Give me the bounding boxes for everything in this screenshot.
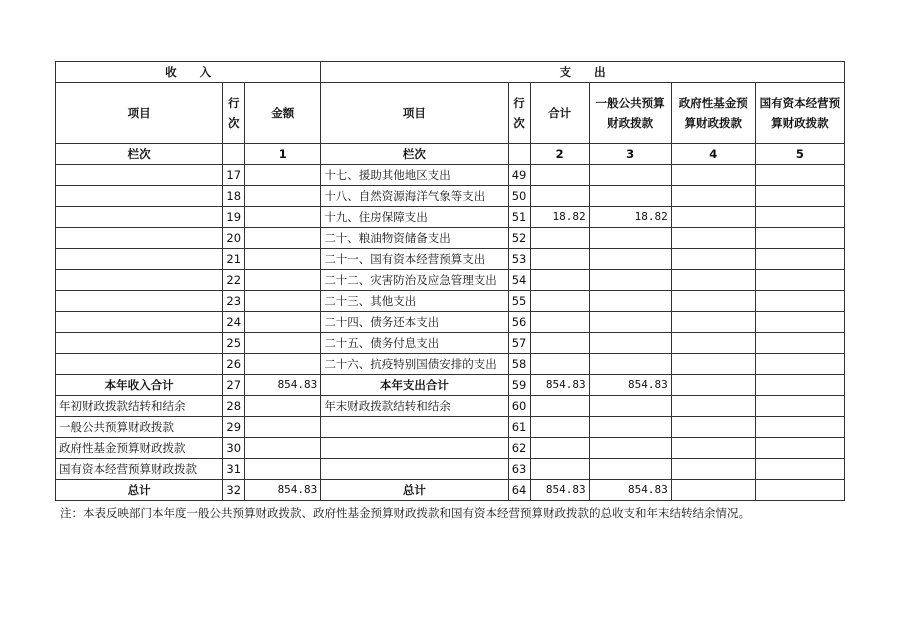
total-cell — [530, 228, 589, 249]
income-amount-cell: 854.83 — [245, 375, 321, 396]
income-amount-cell — [245, 417, 321, 438]
total-cell — [530, 312, 589, 333]
fund-budget-cell — [671, 333, 755, 354]
column-index-4: 4 — [671, 144, 755, 165]
general-budget-cell — [589, 270, 671, 291]
total-cell: 18.82 — [530, 207, 589, 228]
income-item-header: 项目 — [56, 83, 223, 144]
income-amount-cell — [245, 459, 321, 480]
capital-budget-cell — [755, 459, 844, 480]
general-budget-header: 一般公共预算财政拨款 — [589, 83, 671, 144]
income-item-cell — [56, 249, 223, 270]
table-row — [56, 333, 845, 354]
table-row — [56, 417, 845, 438]
fund-budget-cell — [671, 417, 755, 438]
capital-budget-cell — [755, 417, 844, 438]
income-line-cell: 26 — [223, 354, 245, 375]
expense-item-cell: 十九、住房保障支出 — [321, 207, 508, 228]
expense-line-header: 行次 — [508, 83, 530, 144]
general-budget-cell — [589, 312, 671, 333]
total-cell — [530, 396, 589, 417]
income-line-cell: 24 — [223, 312, 245, 333]
capital-budget-cell — [755, 396, 844, 417]
table-row — [56, 228, 845, 249]
total-cell — [530, 459, 589, 480]
expense-item-cell — [321, 438, 508, 459]
expense-item-cell: 十八、自然资源海洋气象等支出 — [321, 186, 508, 207]
general-budget-cell — [589, 291, 671, 312]
income-item-cell: 年初财政拨款结转和结余 — [56, 396, 223, 417]
expense-item-cell — [321, 459, 508, 480]
income-line-cell: 21 — [223, 249, 245, 270]
column-index-1: 1 — [245, 144, 321, 165]
column-index-blank — [223, 144, 245, 165]
fund-budget-cell — [671, 165, 755, 186]
expense-line-cell: 55 — [508, 291, 530, 312]
fund-budget-cell — [671, 375, 755, 396]
general-budget-cell — [589, 333, 671, 354]
income-item-cell — [56, 228, 223, 249]
expense-line-cell: 59 — [508, 375, 530, 396]
income-item-cell — [56, 333, 223, 354]
expense-line-cell: 58 — [508, 354, 530, 375]
income-amount-cell — [245, 354, 321, 375]
table-row — [56, 312, 845, 333]
general-budget-cell — [589, 396, 671, 417]
income-item-cell — [56, 354, 223, 375]
expense-item-cell: 二十四、债务还本支出 — [321, 312, 508, 333]
income-item-cell — [56, 291, 223, 312]
general-budget-cell: 854.83 — [589, 375, 671, 396]
income-item-cell — [56, 207, 223, 228]
income-item-cell — [56, 165, 223, 186]
income-amount-header: 金额 — [245, 83, 321, 144]
expense-item-cell: 二十三、其他支出 — [321, 291, 508, 312]
fund-budget-cell — [671, 312, 755, 333]
capital-budget-cell — [755, 312, 844, 333]
expense-item-cell — [321, 417, 508, 438]
expense-line-cell: 50 — [508, 186, 530, 207]
expense-line-cell: 54 — [508, 270, 530, 291]
capital-budget-cell — [755, 207, 844, 228]
income-item-cell: 政府性基金预算财政拨款 — [56, 438, 223, 459]
fund-budget-header: 政府性基金预算财政拨款 — [671, 83, 755, 144]
total-cell: 854.83 — [530, 375, 589, 396]
expense-line-cell: 52 — [508, 228, 530, 249]
capital-budget-cell — [755, 186, 844, 207]
expense-line-cell: 63 — [508, 459, 530, 480]
capital-budget-cell — [755, 291, 844, 312]
column-index-2: 2 — [530, 144, 589, 165]
income-line-cell: 18 — [223, 186, 245, 207]
income-item-cell: 总计 — [56, 480, 223, 501]
general-budget-cell — [589, 459, 671, 480]
total-cell: 854.83 — [530, 480, 589, 501]
income-amount-cell — [245, 312, 321, 333]
expense-line-cell: 62 — [508, 438, 530, 459]
capital-budget-cell — [755, 375, 844, 396]
column-index-5: 5 — [755, 144, 844, 165]
expense-item-cell: 十七、援助其他地区支出 — [321, 165, 508, 186]
fund-budget-cell — [671, 249, 755, 270]
capital-budget-cell — [755, 165, 844, 186]
general-budget-cell: 854.83 — [589, 480, 671, 501]
expense-line-cell: 49 — [508, 165, 530, 186]
income-item-cell: 一般公共预算财政拨款 — [56, 417, 223, 438]
expense-line-cell: 57 — [508, 333, 530, 354]
income-item-cell — [56, 312, 223, 333]
income-amount-cell — [245, 438, 321, 459]
general-budget-cell — [589, 249, 671, 270]
capital-budget-cell — [755, 270, 844, 291]
income-section-header: 收 入 — [56, 62, 321, 83]
expense-item-cell: 本年支出合计 — [321, 375, 508, 396]
column-index-label-2: 栏次 — [321, 144, 508, 165]
income-line-cell: 30 — [223, 438, 245, 459]
fund-budget-cell — [671, 291, 755, 312]
grand-total-row — [56, 480, 845, 501]
general-budget-cell: 18.82 — [589, 207, 671, 228]
income-amount-cell — [245, 228, 321, 249]
total-cell — [530, 249, 589, 270]
total-cell — [530, 438, 589, 459]
total-cell — [530, 270, 589, 291]
income-amount-cell — [245, 249, 321, 270]
table-row — [56, 249, 845, 270]
capital-budget-cell — [755, 228, 844, 249]
capital-budget-cell — [755, 249, 844, 270]
table-row — [56, 270, 845, 291]
expense-section-header: 支 出 — [321, 62, 845, 83]
column-index-3: 3 — [589, 144, 671, 165]
capital-budget-cell — [755, 480, 844, 501]
fund-budget-cell — [671, 459, 755, 480]
expense-item-cell: 二十六、抗疫特别国债安排的支出 — [321, 354, 508, 375]
income-line-cell: 29 — [223, 417, 245, 438]
total-header: 合计 — [530, 83, 589, 144]
income-amount-cell — [245, 270, 321, 291]
column-index-row — [56, 144, 845, 165]
income-amount-cell — [245, 186, 321, 207]
section-header-row — [56, 62, 845, 83]
income-line-cell: 32 — [223, 480, 245, 501]
fund-budget-cell — [671, 354, 755, 375]
general-budget-cell — [589, 228, 671, 249]
income-line-cell: 23 — [223, 291, 245, 312]
income-line-cell: 27 — [223, 375, 245, 396]
expense-line-cell: 51 — [508, 207, 530, 228]
table-footnote: 注：本表反映部门本年度一般公共预算财政拨款、政府性基金预算财政拨款和国有资本经营预算财政拨款的总收支和年末结转结余情况。 — [60, 506, 750, 520]
expense-item-cell: 二十一、国有资本经营预算支出 — [321, 249, 508, 270]
capital-budget-cell — [755, 333, 844, 354]
capital-budget-header: 国有资本经营预算财政拨款 — [755, 83, 844, 144]
general-budget-cell — [589, 354, 671, 375]
total-cell — [530, 165, 589, 186]
table-row — [56, 459, 845, 480]
general-budget-cell — [589, 438, 671, 459]
expense-line-cell: 61 — [508, 417, 530, 438]
table-row — [56, 396, 845, 417]
income-line-cell: 28 — [223, 396, 245, 417]
table-row — [56, 165, 845, 186]
income-amount-cell — [245, 396, 321, 417]
income-amount-cell — [245, 333, 321, 354]
income-amount-cell — [245, 207, 321, 228]
capital-budget-cell — [755, 354, 844, 375]
income-line-cell: 22 — [223, 270, 245, 291]
table-row — [56, 186, 845, 207]
total-cell — [530, 417, 589, 438]
table-row — [56, 354, 845, 375]
expense-item-cell: 二十、粮油物资储备支出 — [321, 228, 508, 249]
fiscal-allocation-table — [55, 61, 845, 501]
fund-budget-cell — [671, 396, 755, 417]
fund-budget-cell — [671, 207, 755, 228]
income-amount-cell: 854.83 — [245, 480, 321, 501]
fund-budget-cell — [671, 438, 755, 459]
general-budget-cell — [589, 165, 671, 186]
income-item-cell: 本年收入合计 — [56, 375, 223, 396]
income-item-cell — [56, 186, 223, 207]
general-budget-cell — [589, 417, 671, 438]
table-row — [56, 207, 845, 228]
general-budget-cell — [589, 186, 671, 207]
income-line-cell: 17 — [223, 165, 245, 186]
column-index-blank-2 — [508, 144, 530, 165]
expense-item-cell: 二十五、债务付息支出 — [321, 333, 508, 354]
capital-budget-cell — [755, 438, 844, 459]
income-line-cell: 19 — [223, 207, 245, 228]
fund-budget-cell — [671, 186, 755, 207]
income-line-cell: 25 — [223, 333, 245, 354]
fund-budget-cell — [671, 270, 755, 291]
total-cell — [530, 354, 589, 375]
total-cell — [530, 186, 589, 207]
income-item-cell — [56, 270, 223, 291]
total-cell — [530, 333, 589, 354]
expense-line-cell: 53 — [508, 249, 530, 270]
expense-item-header: 项目 — [321, 83, 508, 144]
income-line-header: 行次 — [223, 83, 245, 144]
expense-line-cell: 60 — [508, 396, 530, 417]
expense-item-cell: 年末财政拨款结转和结余 — [321, 396, 508, 417]
year-total-row — [56, 375, 845, 396]
income-line-cell: 31 — [223, 459, 245, 480]
expense-item-cell: 总计 — [321, 480, 508, 501]
column-header-row — [56, 83, 845, 144]
table-row — [56, 291, 845, 312]
income-line-cell: 20 — [223, 228, 245, 249]
expense-item-cell: 二十二、灾害防治及应急管理支出 — [321, 270, 508, 291]
expense-line-cell: 64 — [508, 480, 530, 501]
table-row — [56, 438, 845, 459]
expense-line-cell: 56 — [508, 312, 530, 333]
column-index-label: 栏次 — [56, 144, 223, 165]
income-item-cell: 国有资本经营预算财政拨款 — [56, 459, 223, 480]
total-cell — [530, 291, 589, 312]
income-amount-cell — [245, 291, 321, 312]
income-amount-cell — [245, 165, 321, 186]
fund-budget-cell — [671, 480, 755, 501]
fund-budget-cell — [671, 228, 755, 249]
